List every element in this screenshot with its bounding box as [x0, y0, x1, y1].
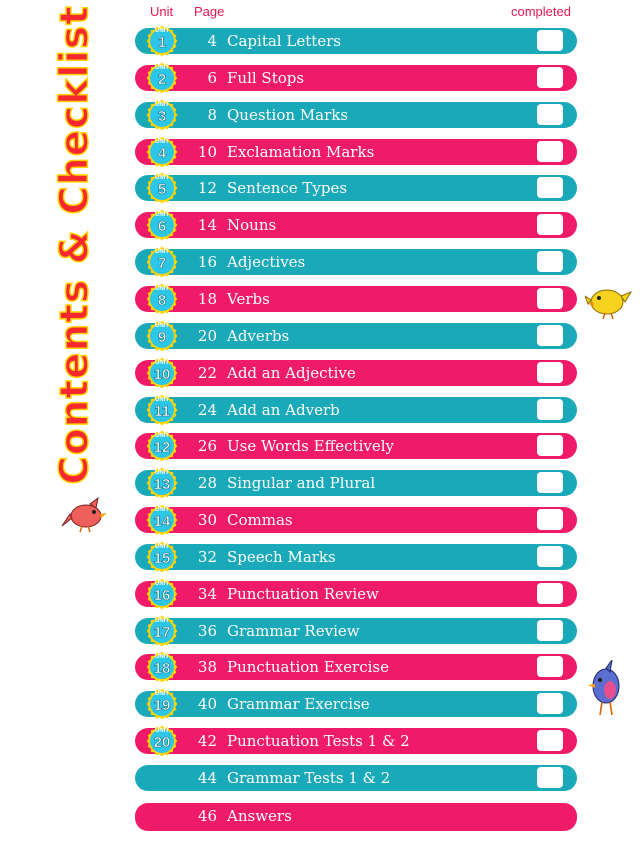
unit-number: 19 — [153, 697, 171, 715]
contents-row — [135, 175, 577, 201]
completed-checkbox[interactable] — [537, 693, 563, 714]
unit-number: 14 — [153, 513, 171, 531]
topic-title: Grammar Review — [227, 621, 360, 640]
unit-number: 9 — [157, 328, 167, 346]
completed-checkbox[interactable] — [537, 251, 563, 272]
topic-title: Punctuation Tests 1 & 2 — [227, 732, 410, 751]
unit-badge-caption: UNIT — [155, 433, 169, 440]
page-number: 44 — [197, 769, 217, 787]
completed-checkbox[interactable] — [537, 472, 563, 493]
unit-number: 13 — [153, 476, 171, 494]
topic-title: Question Marks — [227, 105, 349, 124]
unit-badge-caption: UNIT — [155, 285, 169, 292]
unit-number: 11 — [154, 402, 170, 420]
completed-checkbox[interactable] — [537, 656, 563, 677]
unit-number: 4 — [157, 144, 167, 162]
completed-checkbox[interactable] — [537, 546, 563, 567]
completed-checkbox[interactable] — [537, 620, 563, 641]
topic-title: Grammar Exercise — [227, 695, 370, 714]
contents-row — [135, 581, 577, 607]
completed-checkbox[interactable] — [537, 767, 563, 788]
unit-number: 8 — [157, 291, 167, 309]
topic-title: Full Stops — [227, 68, 305, 87]
contents-row — [135, 212, 577, 238]
topic-title: Verbs — [227, 289, 270, 308]
completed-checkbox[interactable] — [537, 325, 563, 346]
completed-checkbox[interactable] — [537, 67, 563, 88]
contents-row — [135, 360, 577, 386]
page-number: 24 — [197, 400, 217, 419]
completed-checkbox[interactable] — [537, 288, 563, 309]
unit-number: 2 — [157, 70, 167, 88]
page-number: 18 — [197, 289, 217, 308]
contents-row — [135, 397, 577, 423]
unit-number: 17 — [153, 623, 171, 641]
contents-row — [135, 507, 577, 533]
contents-checklist-title-text: Contents & Checklist — [52, 5, 98, 485]
topic-title: Speech Marks — [227, 547, 336, 566]
contents-row — [135, 691, 577, 717]
unit-badge-caption: UNIT — [155, 654, 169, 661]
unit-badge-caption: UNIT — [155, 470, 169, 477]
unit-badge-caption: UNIT — [155, 507, 169, 514]
unit-number: 16 — [153, 586, 171, 604]
contents-row — [135, 803, 577, 831]
unit-number: 10 — [153, 365, 171, 383]
unit-badge-caption: UNIT — [155, 64, 169, 71]
completed-checkbox[interactable] — [537, 177, 563, 198]
page-number: 28 — [197, 474, 217, 493]
page-number: 16 — [197, 253, 217, 272]
page-number: 32 — [197, 547, 217, 566]
page-number: 8 — [207, 105, 217, 124]
contents-row — [135, 65, 577, 91]
unit-number: 18 — [153, 660, 171, 678]
topic-title: Sentence Types — [227, 179, 348, 198]
contents-row — [135, 544, 577, 570]
contents-row — [135, 728, 577, 754]
page-number: 42 — [197, 732, 217, 751]
unit-column-header: Unit — [150, 4, 174, 19]
contents-row — [135, 433, 577, 459]
completed-checkbox[interactable] — [537, 509, 563, 530]
contents-row — [135, 286, 577, 312]
completed-checkbox[interactable] — [537, 730, 563, 751]
topic-title: Commas — [227, 511, 293, 530]
contents-row — [135, 249, 577, 275]
completed-checkbox[interactable] — [537, 583, 563, 604]
unit-badge-caption: UNIT — [155, 580, 169, 587]
completed-checkbox[interactable] — [537, 30, 563, 51]
topic-title: Singular and Plural — [227, 474, 376, 493]
topic-title: Exclamation Marks — [227, 142, 375, 161]
completed-checkbox[interactable] — [537, 399, 563, 420]
topic-title: Nouns — [227, 216, 277, 235]
completed-checkbox[interactable] — [537, 104, 563, 125]
completed-checkbox[interactable] — [537, 141, 563, 162]
topic-title: Answers — [227, 806, 292, 825]
topic-title: Punctuation Exercise — [227, 658, 389, 677]
unit-number: 12 — [153, 439, 171, 457]
blue-bird-icon — [586, 660, 626, 718]
red-bird-icon — [60, 496, 110, 534]
page-number: 22 — [197, 363, 217, 382]
unit-badge-caption: UNIT — [155, 28, 169, 34]
page-number: 40 — [197, 695, 217, 714]
unit-number: 3 — [157, 107, 167, 125]
completed-checkbox[interactable] — [537, 214, 563, 235]
unit-badge-caption: UNIT — [155, 617, 169, 624]
page-number: 6 — [207, 68, 217, 87]
unit-badge-caption: UNIT — [155, 543, 169, 550]
unit-number: 20 — [153, 734, 171, 752]
unit-badge-caption: UNIT — [155, 175, 169, 182]
page-number: 20 — [197, 326, 217, 345]
contents-row — [135, 470, 577, 496]
page-number: 10 — [197, 142, 217, 161]
unit-badge-caption: UNIT — [155, 691, 169, 698]
unit-badge-caption: UNIT — [155, 101, 169, 108]
contents-row — [135, 654, 577, 680]
topic-title: Use Words Effectively — [227, 437, 394, 456]
contents-row — [135, 323, 577, 349]
page-column-header: Page — [194, 4, 225, 19]
topic-title: Add an Adverb — [227, 400, 340, 419]
contents-row — [135, 139, 577, 165]
topic-title: Grammar Tests 1 & 2 — [227, 769, 391, 787]
page-number: 26 — [197, 437, 217, 456]
completed-column-header: completed — [511, 4, 571, 19]
unit-number: 6 — [157, 218, 167, 236]
unit-badge-caption: UNIT — [155, 728, 169, 735]
yellow-bird-icon — [585, 282, 635, 320]
unit-number: 15 — [153, 549, 171, 567]
page-number: 38 — [197, 658, 217, 677]
topic-title: Capital Letters — [227, 32, 341, 50]
unit-badge-caption: UNIT — [155, 249, 169, 256]
contents-row — [135, 618, 577, 644]
completed-checkbox[interactable] — [537, 362, 563, 383]
unit-number: 7 — [157, 255, 167, 273]
page-number: 12 — [197, 179, 217, 198]
page-number: 14 — [197, 216, 217, 235]
completed-checkbox[interactable] — [537, 435, 563, 456]
topic-title: Add an Adjective — [227, 363, 356, 382]
page-number: 30 — [197, 511, 217, 530]
page-number: 34 — [197, 584, 217, 603]
unit-number: 1 — [157, 34, 167, 51]
unit-badge-caption: UNIT — [155, 359, 169, 366]
unit-badge-caption: UNIT — [155, 212, 169, 219]
page-number: 46 — [197, 806, 217, 825]
topic-title: Punctuation Review — [227, 584, 379, 603]
topic-title: Adverbs — [227, 326, 290, 345]
unit-badge-caption: UNIT — [155, 322, 169, 329]
unit-number: 5 — [157, 181, 167, 199]
contents-row — [135, 765, 577, 791]
unit-badge-caption: UNIT — [155, 396, 169, 403]
contents-row — [135, 102, 577, 128]
topic-title: Adjectives — [227, 253, 306, 272]
unit-badge-caption: UNIT — [155, 138, 169, 145]
page-number: 36 — [197, 621, 217, 640]
contents-row — [135, 28, 577, 54]
page-number: 4 — [207, 32, 217, 50]
